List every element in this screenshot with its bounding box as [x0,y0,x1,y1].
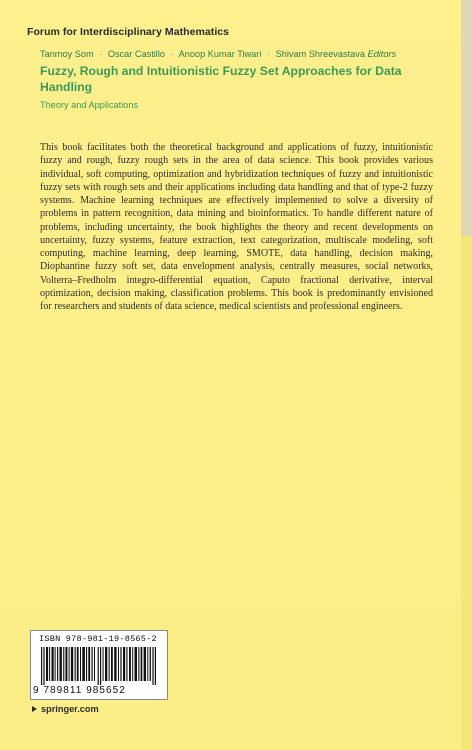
editor-list [40,49,396,59]
series-title: Forum for Interdisciplinary Mathematics [27,26,230,38]
editor-name: Oscar Castillo [107,49,165,59]
page-edge-shadow [461,0,472,236]
editor-role: Editors [367,49,397,59]
isbn-number: ISBN 978-981-19-8565-2 [39,634,157,644]
editor-name: Anoop Kumar Tiwari [178,49,262,59]
editor-separator: · [170,49,174,59]
page-edge [461,236,472,750]
book-subtitle: Theory and Applications [40,100,139,110]
editor-separator: · [266,49,271,59]
editor-name: Shivam Shreevastava [275,49,365,59]
barcode-bars [41,647,159,685]
editor-separator: · [99,49,103,59]
publisher-name: springer.com [41,704,99,714]
publisher-link[interactable] [32,704,99,714]
book-description: This book facilitates both the theoretical background and applications of fuzzy, intuitionistic fuzzy and rough, fuzzy rough sets in the area of data science. This book provides various individual, soft computing, optimization and hybridization techniques of fuzzy and intuitionistic fuzzy sets with rough sets and their applications including data handling and that of type-2 fuzzy systems. Machine learning techniques are effectively implemented to solve a diversity of problems in pattern recognition, data mining and bioinformatics. To handle different nature of problems, including uncertainty, the book highlights the theory and recent developments on uncertainty, fuzzy systems, feature extraction, text categorization, multiscale modeling, soft computing, machine learning, deep learning, SMOTE, data handling, decision making, Diophantine fuzzy soft set, data envelopment analysis, centrally measures, social networks, Volterra–Fredholm integro-differential equation, Caputo fractional derivative, interval optimization, decision making, classification problems. This book is predominantly envisioned for researchers and students of data science, medical scientists and professional engineers. [40,142,433,312]
editor-name: Tanmoy Som [40,49,94,59]
isbn-barcode [30,630,168,700]
book-title: Fuzzy, Rough and Intuitionistic Fuzzy Set Approaches for Data Handling [40,64,402,94]
triangle-right-icon [32,706,37,712]
barcode-digits: 9 789811 985652 [33,685,126,696]
